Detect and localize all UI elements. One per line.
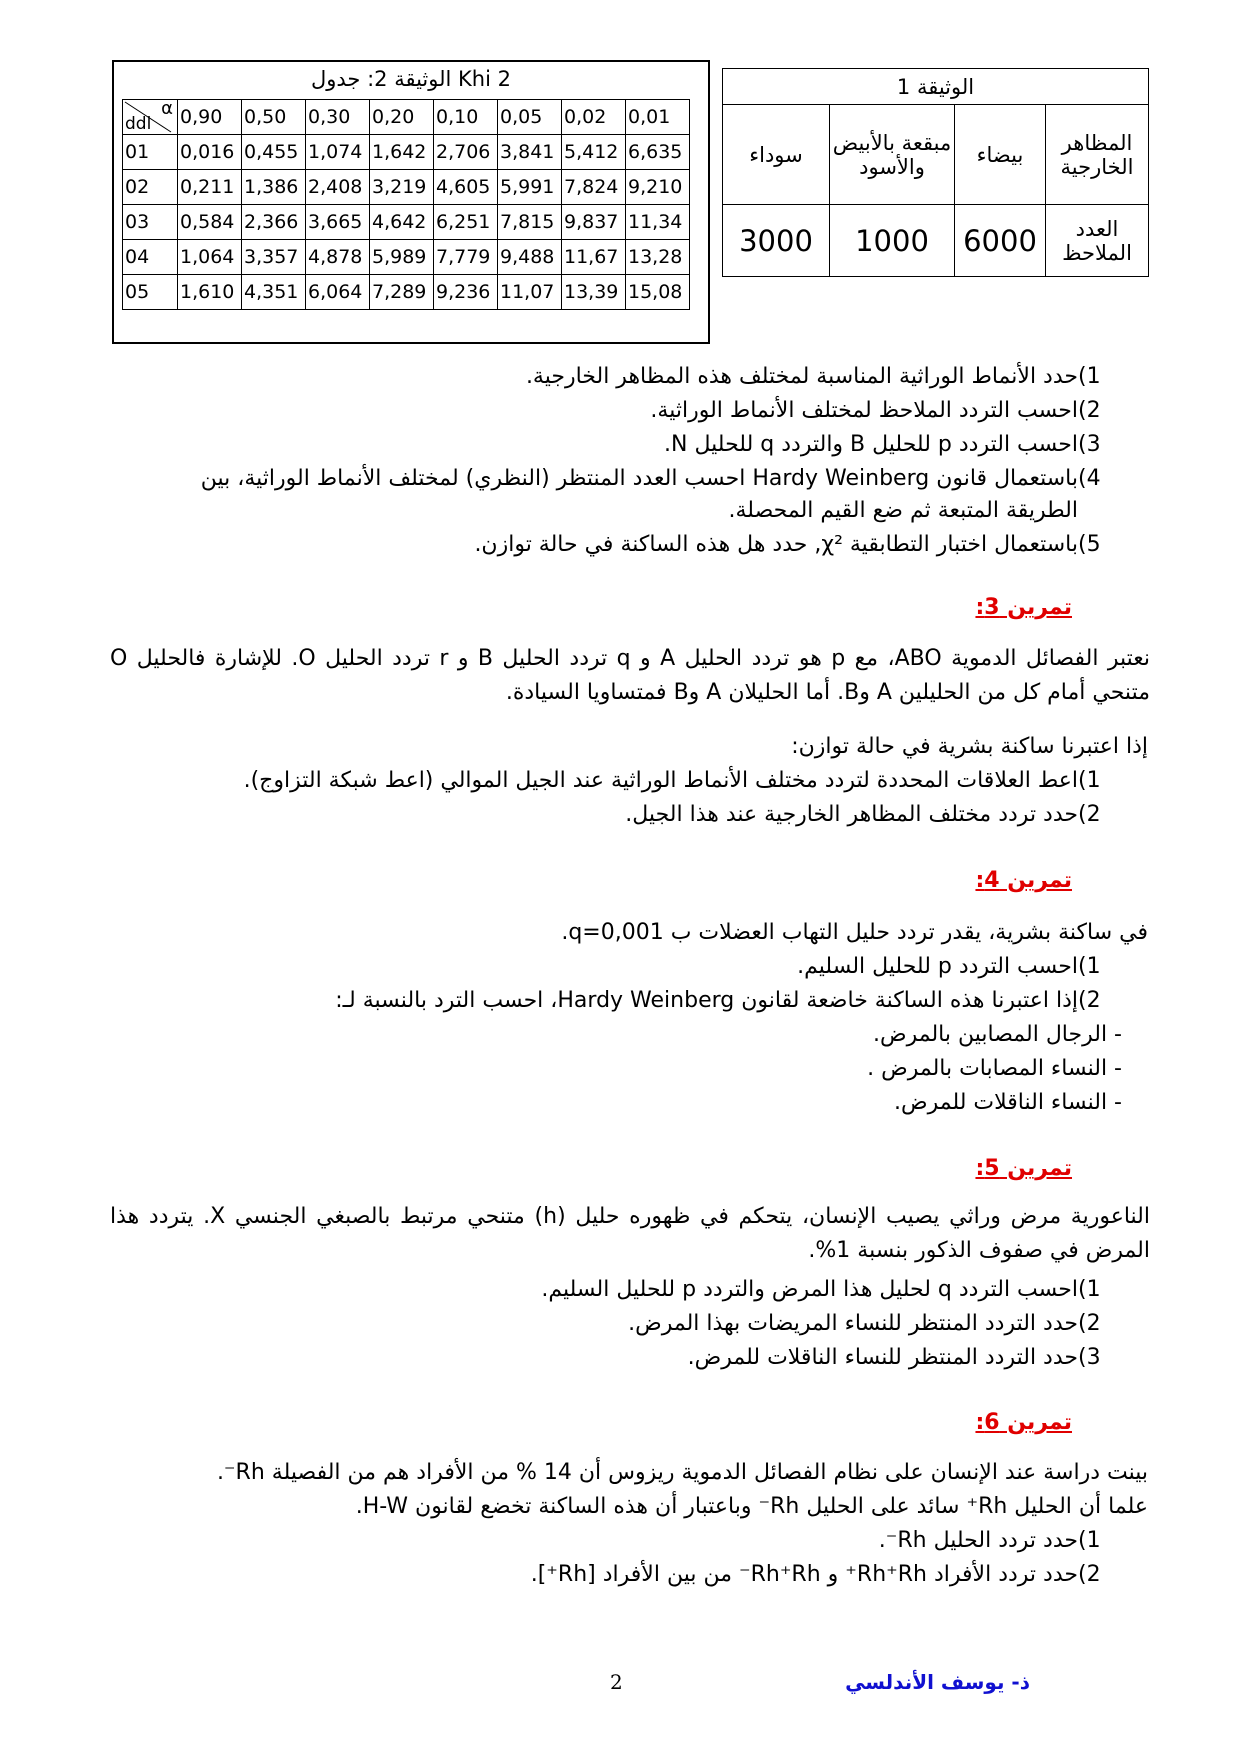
khi2-row: [123, 240, 690, 275]
khi2-cell: 5,991: [498, 170, 562, 205]
khi2-table-title: الوثيقة 2: جدول Khi 2: [311, 67, 511, 91]
khi2-cell: 9,837: [562, 205, 626, 240]
doc1-row-header: المظاهر الخارجية: [1046, 105, 1149, 205]
khi2-cell: 9,210: [626, 170, 690, 205]
question-item: 1)اعط العلاقات المحددة لتردد مختلف الأنماط الوراثية عند الجيل الموالي (اعط شبكة التزاوج).: [243, 768, 1101, 793]
khi2-cell: 3,665: [306, 205, 370, 240]
khi2-cell: 1,064: [178, 240, 242, 275]
doc1-table: [722, 68, 1149, 277]
khi2-header: 0,90: [178, 100, 242, 135]
question-item: 4)باستعمال قانون Hardy Weinberg احسب العدد المنتظر (النظري) لمختلف الأنماط الوراثية، بين: [200, 466, 1101, 491]
doc1-count: 3000: [723, 205, 830, 277]
khi2-cell: 7,779: [434, 240, 498, 275]
khi2-header: 0,20: [370, 100, 434, 135]
khi2-cell: 3,357: [242, 240, 306, 275]
khi2-cell: 1,610: [178, 275, 242, 310]
exercise-3-intro: نعتبر الفصائل الدموية ABO، مع p هو تردد الحليل A و q تردد الحليل B و r تردد الحليل O. للإشارة فالحليل O متنحي أمام كل من الحليلين A وB. أما الحليلان A وB فمتساويا السيادة.: [110, 646, 1151, 705]
exercise-3-title: تمرين 3:: [975, 595, 1072, 620]
doc1-title-row: [723, 69, 1149, 105]
khi2-cell: 1,074: [306, 135, 370, 170]
khi2-cell: 7,289: [370, 275, 434, 310]
khi2-cell: 1,642: [370, 135, 434, 170]
question-item-continued: الطريقة المتبعة ثم ضع القيم المحصلة.: [728, 498, 1078, 523]
ddl-label: ddl: [125, 114, 152, 134]
alpha-label: α: [161, 98, 173, 119]
khi2-cell: 2,408: [306, 170, 370, 205]
khi2-cell: 0,455: [242, 135, 306, 170]
doc1-count: 1000: [830, 205, 955, 277]
bullet-item: - النساء الناقلات للمرض.: [894, 1090, 1122, 1115]
question-item: 1)احسب التردد p للحليل السليم.: [797, 954, 1101, 979]
khi2-cell: 13,28: [626, 240, 690, 275]
doc1-count-row: [723, 205, 1149, 277]
exercise-6-title: تمرين 6:: [975, 1410, 1072, 1435]
question-item: 1)حدد تردد الحليل Rh⁻.: [878, 1528, 1101, 1553]
khi2-cell: 3,219: [370, 170, 434, 205]
question-item: 3)حدد التردد المنتظر للنساء الناقلات للمرض.: [687, 1345, 1101, 1370]
khi2-cell: 1,386: [242, 170, 306, 205]
khi2-cell: 5,989: [370, 240, 434, 275]
khi2-cell: 2,366: [242, 205, 306, 240]
exercise-3-lead: إذا اعتبرنا ساكنة بشرية في حالة توازن:: [791, 734, 1148, 759]
question-item: 5)باستعمال اختبار التطابقية χ², حدد هل هذه الساكنة في حالة توازن.: [474, 532, 1101, 557]
khi2-header: 0,02: [562, 100, 626, 135]
khi2-cell: 11,67: [562, 240, 626, 275]
exercise-6-line1: بينت دراسة عند الإنسان على نظام الفصائل الدموية ريزوس أن 14 % من الأفراد هم من الفصيلة Rh⁻.: [216, 1460, 1148, 1485]
doc1-row-header: العدد الملاحظ: [1046, 205, 1149, 277]
khi2-ddl: 04: [123, 240, 178, 275]
question-item: 1)احسب التردد q لحليل هذا المرض والتردد p للحليل السليم.: [541, 1277, 1101, 1302]
khi2-cell: 4,642: [370, 205, 434, 240]
khi2-cell: 7,815: [498, 205, 562, 240]
exercise-5-title: تمرين 5:: [975, 1156, 1072, 1181]
question-item: 1)حدد الأنماط الوراثية المناسبة لمختلف هذه المظاهر الخارجية.: [525, 364, 1101, 389]
question-item: 2)حدد تردد مختلف المظاهر الخارجية عند هذا الجيل.: [625, 802, 1101, 827]
khi2-cell: 9,236: [434, 275, 498, 310]
khi2-table: [122, 99, 690, 310]
author-name: ذ- يوسف الأندلسي: [845, 1670, 1030, 1694]
khi2-cell: 13,39: [562, 275, 626, 310]
khi2-cell: 0,016: [178, 135, 242, 170]
khi2-header: 0,01: [626, 100, 690, 135]
khi2-header: 0,50: [242, 100, 306, 135]
khi2-ddl: 03: [123, 205, 178, 240]
khi2-cell: 4,878: [306, 240, 370, 275]
khi2-cell: 4,351: [242, 275, 306, 310]
doc1-phenotype: بيضاء: [955, 105, 1046, 205]
khi2-cell: 11,34: [626, 205, 690, 240]
exercise-5-intro: الناعورية مرض وراثي يصيب الإنسان، يتحكم في ظهوره حليل (h) متنحي مرتبط بالصبغي الجنسي X. يتردد هذا المرض في صفوف الذكور بنسبة 1%.: [110, 1204, 1150, 1263]
bullet-item: - الرجال المصابين بالمرض.: [873, 1022, 1122, 1047]
exercise-4-intro: في ساكنة بشرية، يقدر تردد حليل التهاب العضلات ب q=0,001.: [561, 920, 1148, 945]
khi2-row: [123, 205, 690, 240]
khi2-cell: 11,07: [498, 275, 562, 310]
khi2-cell: 9,488: [498, 240, 562, 275]
khi2-ddl: 02: [123, 170, 178, 205]
khi2-row: [123, 275, 690, 310]
exercise-6-line2: علما أن الحليل Rh⁺ سائد على الحليل Rh⁻ وباعتبار أن هذه الساكنة تخضع لقانون H-W.: [355, 1494, 1148, 1519]
khi2-cell: 6,251: [434, 205, 498, 240]
khi2-cell: 15,08: [626, 275, 690, 310]
doc1-phenotype: سوداء: [723, 105, 830, 205]
question-item: 2)إذا اعتبرنا هذه الساكنة خاضعة لقانون Hardy Weinberg، احسب الترد بالنسبة لـ:: [335, 988, 1101, 1013]
doc1-phenotype: مبقعة بالأبيض والأسود: [830, 105, 955, 205]
khi2-header-row: [123, 100, 690, 135]
khi2-ddl: 05: [123, 275, 178, 310]
khi2-cell: 0,584: [178, 205, 242, 240]
khi2-cell: 0,211: [178, 170, 242, 205]
bullet-item: - النساء المصابات بالمرض .: [867, 1056, 1122, 1081]
exercise-4-title: تمرين 4:: [975, 868, 1072, 893]
khi2-header: 0,10: [434, 100, 498, 135]
khi2-header: 0,30: [306, 100, 370, 135]
khi2-cell: 2,706: [434, 135, 498, 170]
question-item: 2)احسب التردد الملاحظ لمختلف الأنماط الوراثية.: [650, 398, 1101, 423]
doc1-phenotype-row: [723, 105, 1149, 205]
khi2-cell: 4,605: [434, 170, 498, 205]
khi2-cell: 3,841: [498, 135, 562, 170]
khi2-table-box: [112, 60, 710, 344]
khi2-cell: 5,412: [562, 135, 626, 170]
question-item: 2)حدد التردد المنتظر للنساء المريضات بهذا المرض.: [628, 1311, 1101, 1336]
page-number: 2: [610, 1670, 623, 1694]
question-item: 2)حدد تردد الأفراد Rh⁺Rh⁺ و Rh⁺Rh⁻ من بين الأفراد [Rh⁺].: [530, 1562, 1101, 1587]
khi2-header: 0,05: [498, 100, 562, 135]
khi2-row: [123, 170, 690, 205]
khi2-cell: 7,824: [562, 170, 626, 205]
khi2-corner-cell: [123, 100, 178, 135]
question-item: 3)احسب التردد p للحليل B والتردد q للحليل N.: [664, 432, 1101, 457]
khi2-ddl: 01: [123, 135, 178, 170]
khi2-cell: 6,064: [306, 275, 370, 310]
doc1-count: 6000: [955, 205, 1046, 277]
khi2-row: [123, 135, 690, 170]
doc1-title: الوثيقة 1: [723, 69, 1149, 105]
khi2-cell: 6,635: [626, 135, 690, 170]
